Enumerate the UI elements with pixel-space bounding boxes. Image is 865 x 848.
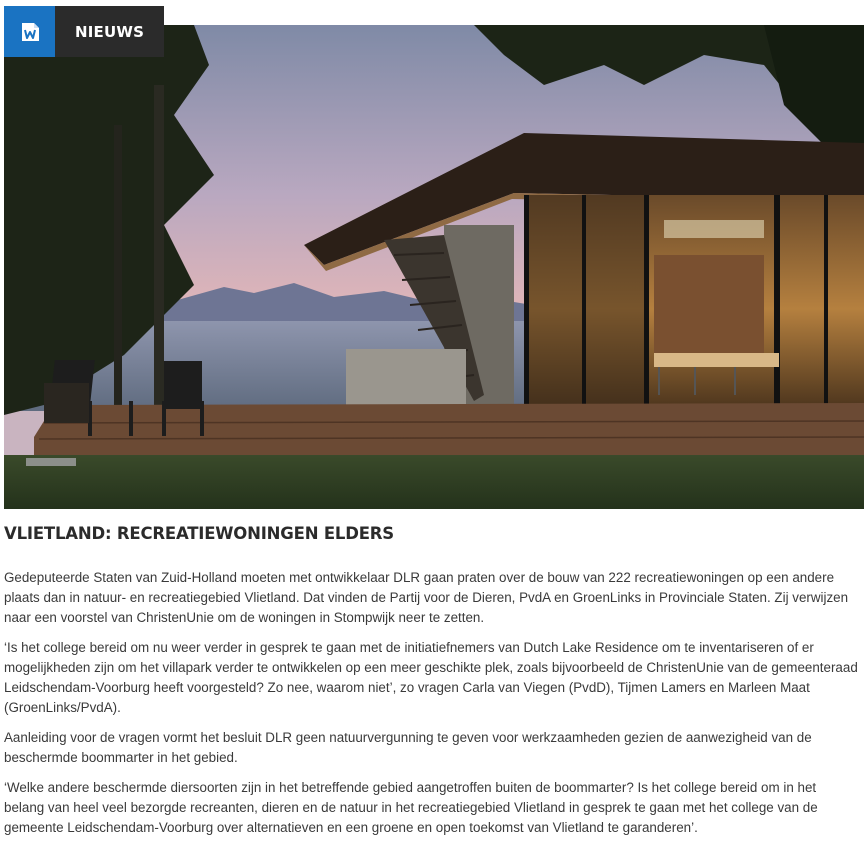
category-badge[interactable] <box>4 6 164 57</box>
article-paragraph: ‘Is het college bereid om nu weer verder in gesprek te gaan met de initiatiefnemers van Dutch Lake Residence om te inventariseren of er mogelijkheden zijn om het villapark verder te ontwikkelen op een meer geschikte plek, zoals bijvoorbeeld de ChristenUnie van de gemeenteraad Leidschendam-Voorburg heeft voorgesteld? Zo nee, waarom niet’, zo vragen Carla van Viegen (PvdD), Tijmen Lamers en Marleen Maat (GroenLinks/PvdA). <box>4 640 858 715</box>
hero-image <box>4 25 864 509</box>
category-label: NIEUWS <box>55 6 164 57</box>
newspaper-w-icon <box>4 6 55 57</box>
article-title: VLIETLAND: RECREATIEWONINGEN ELDERS <box>4 524 394 543</box>
article-body <box>4 568 860 848</box>
article-paragraph: ‘Welke andere beschermde diersoorten zijn in het betreffende gebied aangetroffen buiten de boommarter? Is het college bereid om in het belang van heel veel bezorgde recreanten, dieren en de natuur in het recreatiegebied Vlietland in gesprek te gaan met het college van de gemeente Leidschendam-Voorburg over alternatieven en een groene en open toekomst van Vlietland te garanderen’. <box>4 780 818 835</box>
article-paragraph: Gedeputeerde Staten van Zuid-Holland moeten met ontwikkelaar DLR gaan praten over de bouw van 222 recreatiewoningen op een andere plaats dan in natuur- en recreatiegebied Vlietland. Dat vinden de Partij voor de Dieren, PvdA en GroenLinks in Provinciale Staten. Zij verwijzen naar een voorstel van ChristenUnie om de woningen in Stompwijk neer te zetten. <box>4 570 849 625</box>
article-paragraph: Aanleiding voor de vragen vormt het besluit DLR geen natuurvergunning te geven voor werkzaamheden gezien de aanwezigheid van de beschermde boommarter in het gebied. <box>4 730 812 765</box>
